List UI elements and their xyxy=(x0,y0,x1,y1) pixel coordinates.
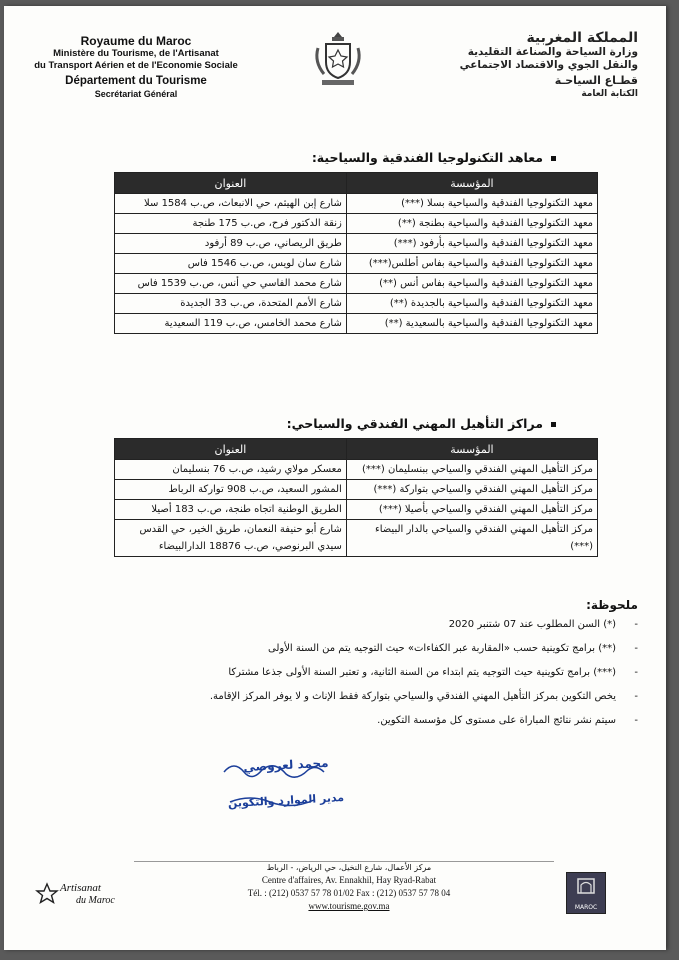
table-row xyxy=(115,194,598,214)
table-row xyxy=(115,294,598,314)
institution-cell: معهد التكنولوجيا الفندقية والسياحية بالجديدة (**) xyxy=(346,294,597,314)
address-cell: معسكر مولاي رشيد، ص.ب 76 بنسليمان xyxy=(115,460,347,480)
header-arabic xyxy=(398,30,638,99)
table-row xyxy=(115,274,598,294)
signatory-name: محمد لعروصي xyxy=(243,755,329,775)
coat-of-arms-icon xyxy=(312,30,364,88)
institutes-table xyxy=(114,172,598,334)
artisanat-logo xyxy=(32,868,132,918)
ministry-fr-1: Ministère du Tourisme, de l'Artisanat xyxy=(53,48,219,59)
address-cell: طريق الريصاني، ص.ب 89 أرفود xyxy=(115,234,347,254)
maroc-emblem-icon xyxy=(567,873,605,901)
notes-list xyxy=(58,618,638,738)
address-cell: شارع إبن الهيثم، حي الانبعاث، ص.ب 1584 سلا xyxy=(115,194,347,214)
maroc-label: MAROC xyxy=(574,904,598,911)
institution-cell: معهد التكنولوجيا الفندقية والسياحية بفاس أنس (**) xyxy=(346,274,597,294)
footer-address-ar: مركز الأعمال، شارع النخيل، حي الرياض، - الرباط xyxy=(266,863,432,872)
maroc-tourism-logo xyxy=(566,872,606,914)
institution-cell: معهد التكنولوجيا الفندقية والسياحية بطنجة (**) xyxy=(346,214,597,234)
section1-title xyxy=(312,150,556,165)
institution-cell: مركز التأهيل المهني الفندقي والسياحي بالدار البيضاء (***) xyxy=(346,520,597,557)
ministry-ar-2: والنقل الجوي والاقتصاد الاجتماعي xyxy=(459,59,638,71)
note-item: - (**) برامج تكوينية حسب «المقاربة عبر الكفاءات» حيث التوجيه يتم من السنة الأولى xyxy=(58,642,638,656)
address-cell: زنقة الدكتور فرح، ص.ب 175 طنجة xyxy=(115,214,347,234)
artisanat-text-1: Artisanat xyxy=(60,882,101,894)
table-row xyxy=(115,234,598,254)
table-header-row xyxy=(115,173,598,194)
table-row xyxy=(115,214,598,234)
col-institution: المؤسسة xyxy=(346,439,597,460)
address-cell: الطريق الوطنية اتجاه طنجة، ص.ب 183 أصيلا xyxy=(115,500,347,520)
institution-cell: مركز التأهيل المهني الفندقي والسياحي بأصيلا (***) xyxy=(346,500,597,520)
address-cell: شارع الأمم المتحدة، ص.ب 33 الجديدة xyxy=(115,294,347,314)
table-row xyxy=(115,314,598,334)
table-row xyxy=(115,480,598,500)
note-item: - سيتم نشر نتائج المباراة على مستوى كل مؤسسة التكوين. xyxy=(58,714,638,728)
table-row xyxy=(115,254,598,274)
address-cell: شارع أبو حنيفة النعمان، طريق الخير، حي القدس سيدي البرنوصي، ص.ب 18876 الدارالبيضاء xyxy=(115,520,347,557)
section2-title xyxy=(287,416,556,431)
artisanat-text-2: du Maroc xyxy=(76,895,115,906)
address-cell: شارع سان لويس، ص.ب 1546 فاس xyxy=(115,254,347,274)
footer-address-fr: Centre d'affaires, Av. Ennakhil, Hay Ryad-Rabat xyxy=(261,875,437,885)
kingdom-fr: Royaume du Maroc xyxy=(80,34,192,48)
signature xyxy=(216,755,356,811)
notes-title: ملحوظة: xyxy=(586,598,638,612)
table-row xyxy=(115,500,598,520)
footer-phone-fax: Tél. : (212) 0537 57 78 01/02 Fax : (212) 0537 57 78 04 xyxy=(247,888,451,898)
ministry-ar-1: وزارة السياحة والصناعة التقليدية xyxy=(467,46,638,58)
institution-cell: معهد التكنولوجيا الفندقية والسياحية بفاس أطلس(***) xyxy=(346,254,597,274)
table-row xyxy=(115,520,598,557)
sector-ar: قطـاع السياحـة xyxy=(554,74,638,87)
department-fr: Département du Tourisme xyxy=(65,75,207,87)
address-cell: شارع محمد الخامس، ص.ب 119 السعيدية xyxy=(115,314,347,334)
bullet-icon xyxy=(551,422,556,427)
col-address: العنوان xyxy=(115,439,347,460)
institution-cell: معهد التكنولوجيا الفندقية والسياحية بالسعيدية (**) xyxy=(346,314,597,334)
footer xyxy=(204,863,494,911)
header-french xyxy=(16,34,256,99)
address-cell: شارع محمد الفاسي حي أنس، ص.ب 1539 فاس xyxy=(115,274,347,294)
col-institution: المؤسسة xyxy=(346,173,597,194)
institution-cell: مركز التأهيل المهني الفندقي والسياحي ببنسليمان (***) xyxy=(346,460,597,480)
secretariat-ar: الكتابة العامة xyxy=(581,89,638,99)
section1-title-text: معاهد التكنولوجيا الفندقية والسياحية: xyxy=(311,150,543,165)
star-emblem-icon xyxy=(32,868,62,912)
secretariat-fr: Secrétariat Général xyxy=(94,89,178,99)
table-row xyxy=(115,460,598,480)
note-item: - (*) السن المطلوب عند 07 شتنبر 2020 xyxy=(58,618,638,632)
ministry-fr-2: du Transport Aérien et de l'Economie Sociale xyxy=(34,60,238,71)
footer-divider xyxy=(134,861,554,862)
col-address: العنوان xyxy=(115,173,347,194)
kingdom-ar: المملكة المغربية xyxy=(526,30,638,46)
institution-cell: معهد التكنولوجيا الفندقية والسياحية بسلا (***) xyxy=(346,194,597,214)
document-page xyxy=(4,6,666,950)
section2-title-text: مراكز التأهيل المهني الفندقي والسياحي: xyxy=(286,416,543,431)
footer-website-link[interactable]: www.tourisme.gov.ma xyxy=(308,901,390,911)
centers-table xyxy=(114,438,598,557)
institution-cell: مركز التأهيل المهني الفندقي والسياحي بتواركة (***) xyxy=(346,480,597,500)
table-header-row xyxy=(115,439,598,460)
address-cell: المشور السعيد، ص.ب 908 تواركة الرباط xyxy=(115,480,347,500)
signatory-title: مدير الموارد والتكوين xyxy=(227,790,345,811)
note-item: - يخص التكوين بمركز التأهيل المهني الفندقي والسياحي بتواركة فقط الإناث و لا يوفر المركز الإقامة. xyxy=(58,690,638,704)
institution-cell: معهد التكنولوجيا الفندقية والسياحية بأرفود (***) xyxy=(346,234,597,254)
note-item: - (***) برامج تكوينية حيث التوجيه يتم ابتداء من السنة الثانية، و تعتبر السنة الأولى جذعا مشتركا xyxy=(58,666,638,680)
bullet-icon xyxy=(551,156,556,161)
